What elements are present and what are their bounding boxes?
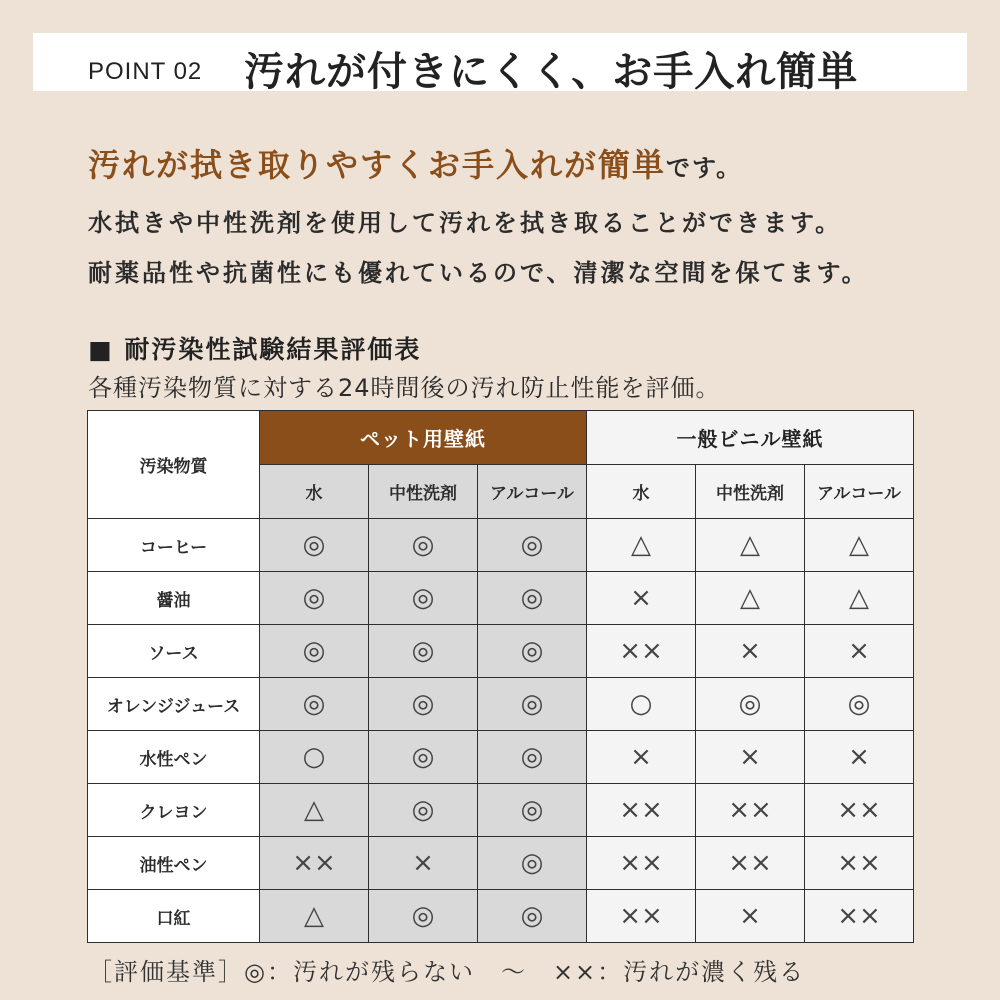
rating-cell: ◎ xyxy=(369,890,478,943)
body-line-2: 耐薬品性や抗菌性にも優れているので、清潔な空間を保てます。 xyxy=(88,259,869,287)
subheader-pet-alcohol: アルコール xyxy=(478,465,587,519)
body-line-1: 水拭きや中性洗剤を使用して汚れを拭き取ることができます。 xyxy=(88,209,843,237)
rating-cell: × xyxy=(587,572,696,625)
subheader-pet-detergent: 中性洗剤 xyxy=(369,465,478,519)
rating-cell: ◎ xyxy=(369,731,478,784)
table-row xyxy=(88,784,914,837)
subheader-vinyl-alcohol: アルコール xyxy=(805,465,914,519)
rating-cell: △ xyxy=(260,784,369,837)
rating-cell: △ xyxy=(587,519,696,572)
point-title: 汚れが付きにくく、お手入れ簡単 xyxy=(244,49,859,95)
table-row xyxy=(88,890,914,943)
substance-label: 醤油 xyxy=(88,572,260,625)
rating-cell: ◎ xyxy=(260,572,369,625)
rating-cell: ◎ xyxy=(478,731,587,784)
rating-cell: △ xyxy=(260,890,369,943)
substance-label: ソース xyxy=(88,625,260,678)
rating-cell: × xyxy=(369,837,478,890)
subheader-vinyl-detergent: 中性洗剤 xyxy=(696,465,805,519)
rating-cell: ○ xyxy=(260,731,369,784)
rating-cell: △ xyxy=(696,519,805,572)
rating-cell: ×× xyxy=(587,625,696,678)
rating-cell: ◎ xyxy=(805,678,914,731)
rating-cell: △ xyxy=(696,572,805,625)
rating-cell: × xyxy=(805,731,914,784)
rating-cell: ×× xyxy=(805,837,914,890)
rating-cell: ◎ xyxy=(478,625,587,678)
lead-text xyxy=(88,140,742,186)
point-label: POINT 02 xyxy=(88,58,203,85)
rating-cell: ×× xyxy=(587,837,696,890)
rating-cell: ◎ xyxy=(478,678,587,731)
corner-label: 汚染物質 xyxy=(88,411,260,519)
rating-cell: ◎ xyxy=(369,784,478,837)
substance-label: コーヒー xyxy=(88,519,260,572)
lead-highlight: 汚れが拭き取りやすくお手入れが簡単 xyxy=(88,146,667,184)
subheader-pet-water: 水 xyxy=(260,465,369,519)
rating-cell: ◎ xyxy=(478,572,587,625)
rating-cell: ◎ xyxy=(369,572,478,625)
evaluation-criteria: ［評価基準］◎：汚れが残らない ～ ××：汚れが濃く残る xyxy=(88,958,806,986)
substance-label: 油性ペン xyxy=(88,837,260,890)
rating-cell: × xyxy=(696,731,805,784)
section-title: ■ 耐汚染性試験結果評価表 xyxy=(88,335,422,364)
lead-suffix: です。 xyxy=(666,154,743,182)
table-row xyxy=(88,837,914,890)
rating-cell: ×× xyxy=(805,890,914,943)
rating-cell: × xyxy=(587,731,696,784)
rating-cell: × xyxy=(696,890,805,943)
rating-cell: ◎ xyxy=(696,678,805,731)
rating-cell: ◎ xyxy=(478,519,587,572)
rating-cell: ×× xyxy=(805,784,914,837)
rating-cell: ×× xyxy=(587,890,696,943)
rating-cell: △ xyxy=(805,572,914,625)
table-row xyxy=(88,572,914,625)
rating-cell: ◎ xyxy=(369,678,478,731)
rating-cell: ○ xyxy=(587,678,696,731)
rating-cell: × xyxy=(696,625,805,678)
table-row xyxy=(88,731,914,784)
section-subtitle: 各種汚染物質に対する24時間後の汚れ防止性能を評価。 xyxy=(88,374,721,402)
table-row xyxy=(88,519,914,572)
substance-label: 水性ペン xyxy=(88,731,260,784)
table-row xyxy=(88,625,914,678)
rating-cell: ◎ xyxy=(260,678,369,731)
rating-cell: ◎ xyxy=(369,625,478,678)
rating-cell: ◎ xyxy=(478,837,587,890)
table-row xyxy=(88,678,914,731)
evaluation-table xyxy=(87,410,914,943)
rating-cell: × xyxy=(805,625,914,678)
group-header-pet: ペット用壁紙 xyxy=(260,411,587,465)
rating-cell: ◎ xyxy=(478,890,587,943)
rating-cell: ×× xyxy=(260,837,369,890)
rating-cell: ×× xyxy=(696,837,805,890)
rating-cell: ×× xyxy=(587,784,696,837)
rating-cell: ◎ xyxy=(260,519,369,572)
rating-cell: ◎ xyxy=(369,519,478,572)
rating-cell: ◎ xyxy=(260,625,369,678)
substance-label: 口紅 xyxy=(88,890,260,943)
group-header-vinyl: 一般ビニル壁紙 xyxy=(587,411,914,465)
substance-label: オレンジジュース xyxy=(88,678,260,731)
rating-cell: ×× xyxy=(696,784,805,837)
rating-cell: △ xyxy=(805,519,914,572)
substance-label: クレヨン xyxy=(88,784,260,837)
rating-cell: ◎ xyxy=(478,784,587,837)
subheader-vinyl-water: 水 xyxy=(587,465,696,519)
